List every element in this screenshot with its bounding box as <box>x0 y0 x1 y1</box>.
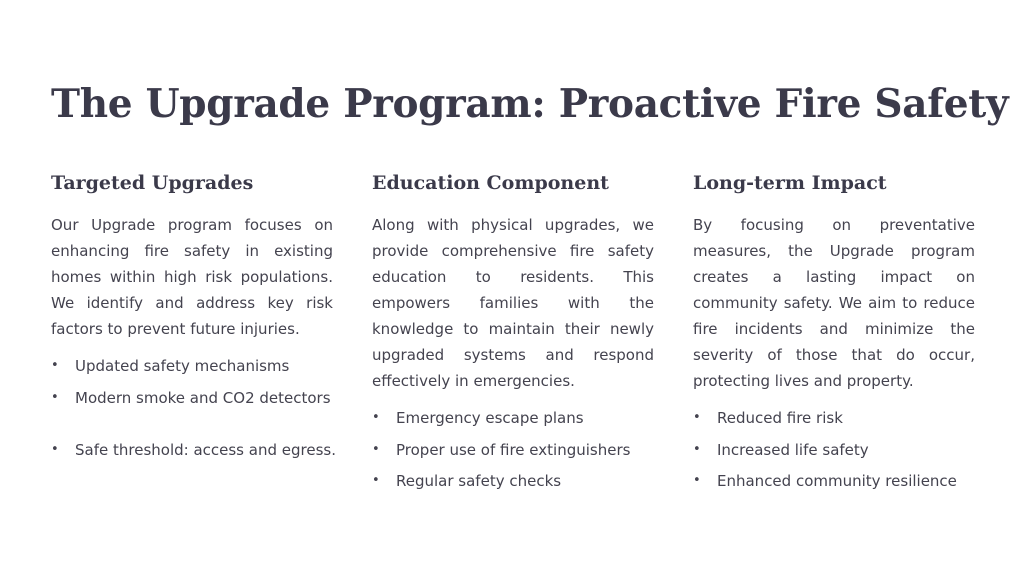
bullet-list <box>51 353 336 463</box>
list-item <box>372 437 654 463</box>
bullet-icon: • <box>693 473 701 488</box>
list-item-text: Safe threshold: access and egress. <box>75 440 336 459</box>
column-heading: Education Component <box>372 172 609 194</box>
column-long-term-impact <box>693 168 975 500</box>
list-item-text: Increased life safety <box>717 440 869 459</box>
column-education-component <box>372 168 654 500</box>
bullet-list <box>693 405 975 494</box>
list-item <box>372 405 654 431</box>
column-heading: Long-term Impact <box>693 172 887 194</box>
bullet-list <box>372 405 654 494</box>
list-item <box>372 468 654 494</box>
bullet-icon: • <box>51 358 59 373</box>
column-heading: Targeted Upgrades <box>51 172 254 194</box>
bullet-icon: • <box>693 410 701 425</box>
slide-title: The Upgrade Program: Proactive Fire Safety <box>51 81 1009 127</box>
bullet-icon: • <box>372 441 380 457</box>
bullet-icon: • <box>372 473 380 488</box>
list-item-text: Enhanced community resilience <box>717 472 957 490</box>
column-body: Our Upgrade program focuses on enhancing fire safety in existing homes within high risk populations. We identify and address key risk factors to prevent future injuries. <box>51 216 333 338</box>
column-body: By focusing on preventative measures, the Upgrade program creates a lasting impact on community safety. We aim to reduce fire incidents and minimize the severity of those that do occur, protecting lives and property. <box>693 216 975 390</box>
list-item-text: Regular safety checks <box>396 472 562 490</box>
list-item <box>51 385 333 411</box>
bullet-icon: • <box>372 410 380 425</box>
list-item-text: Emergency escape plans <box>396 409 584 427</box>
list-item-text: Reduced fire risk <box>717 409 843 427</box>
list-item-text: Updated safety mechanisms <box>75 357 290 375</box>
list-item <box>51 353 333 379</box>
list-item <box>693 437 975 463</box>
column-targeted-upgrades <box>51 168 336 468</box>
bullet-icon: • <box>693 441 701 457</box>
list-item-text: Modern smoke and CO2 detectors <box>75 388 331 407</box>
list-item <box>51 437 336 463</box>
column-body: Along with physical upgrades, we provide comprehensive fire safety education to residents. This empowers families with the knowledge to maintain their newly upgraded systems and respond effectively in emergencies. <box>372 216 654 390</box>
bullet-icon: • <box>51 441 59 457</box>
list-item-text: Proper use of fire extinguishers <box>396 440 631 459</box>
bullet-icon: • <box>51 389 59 405</box>
list-item <box>693 405 975 431</box>
list-item <box>693 468 975 494</box>
